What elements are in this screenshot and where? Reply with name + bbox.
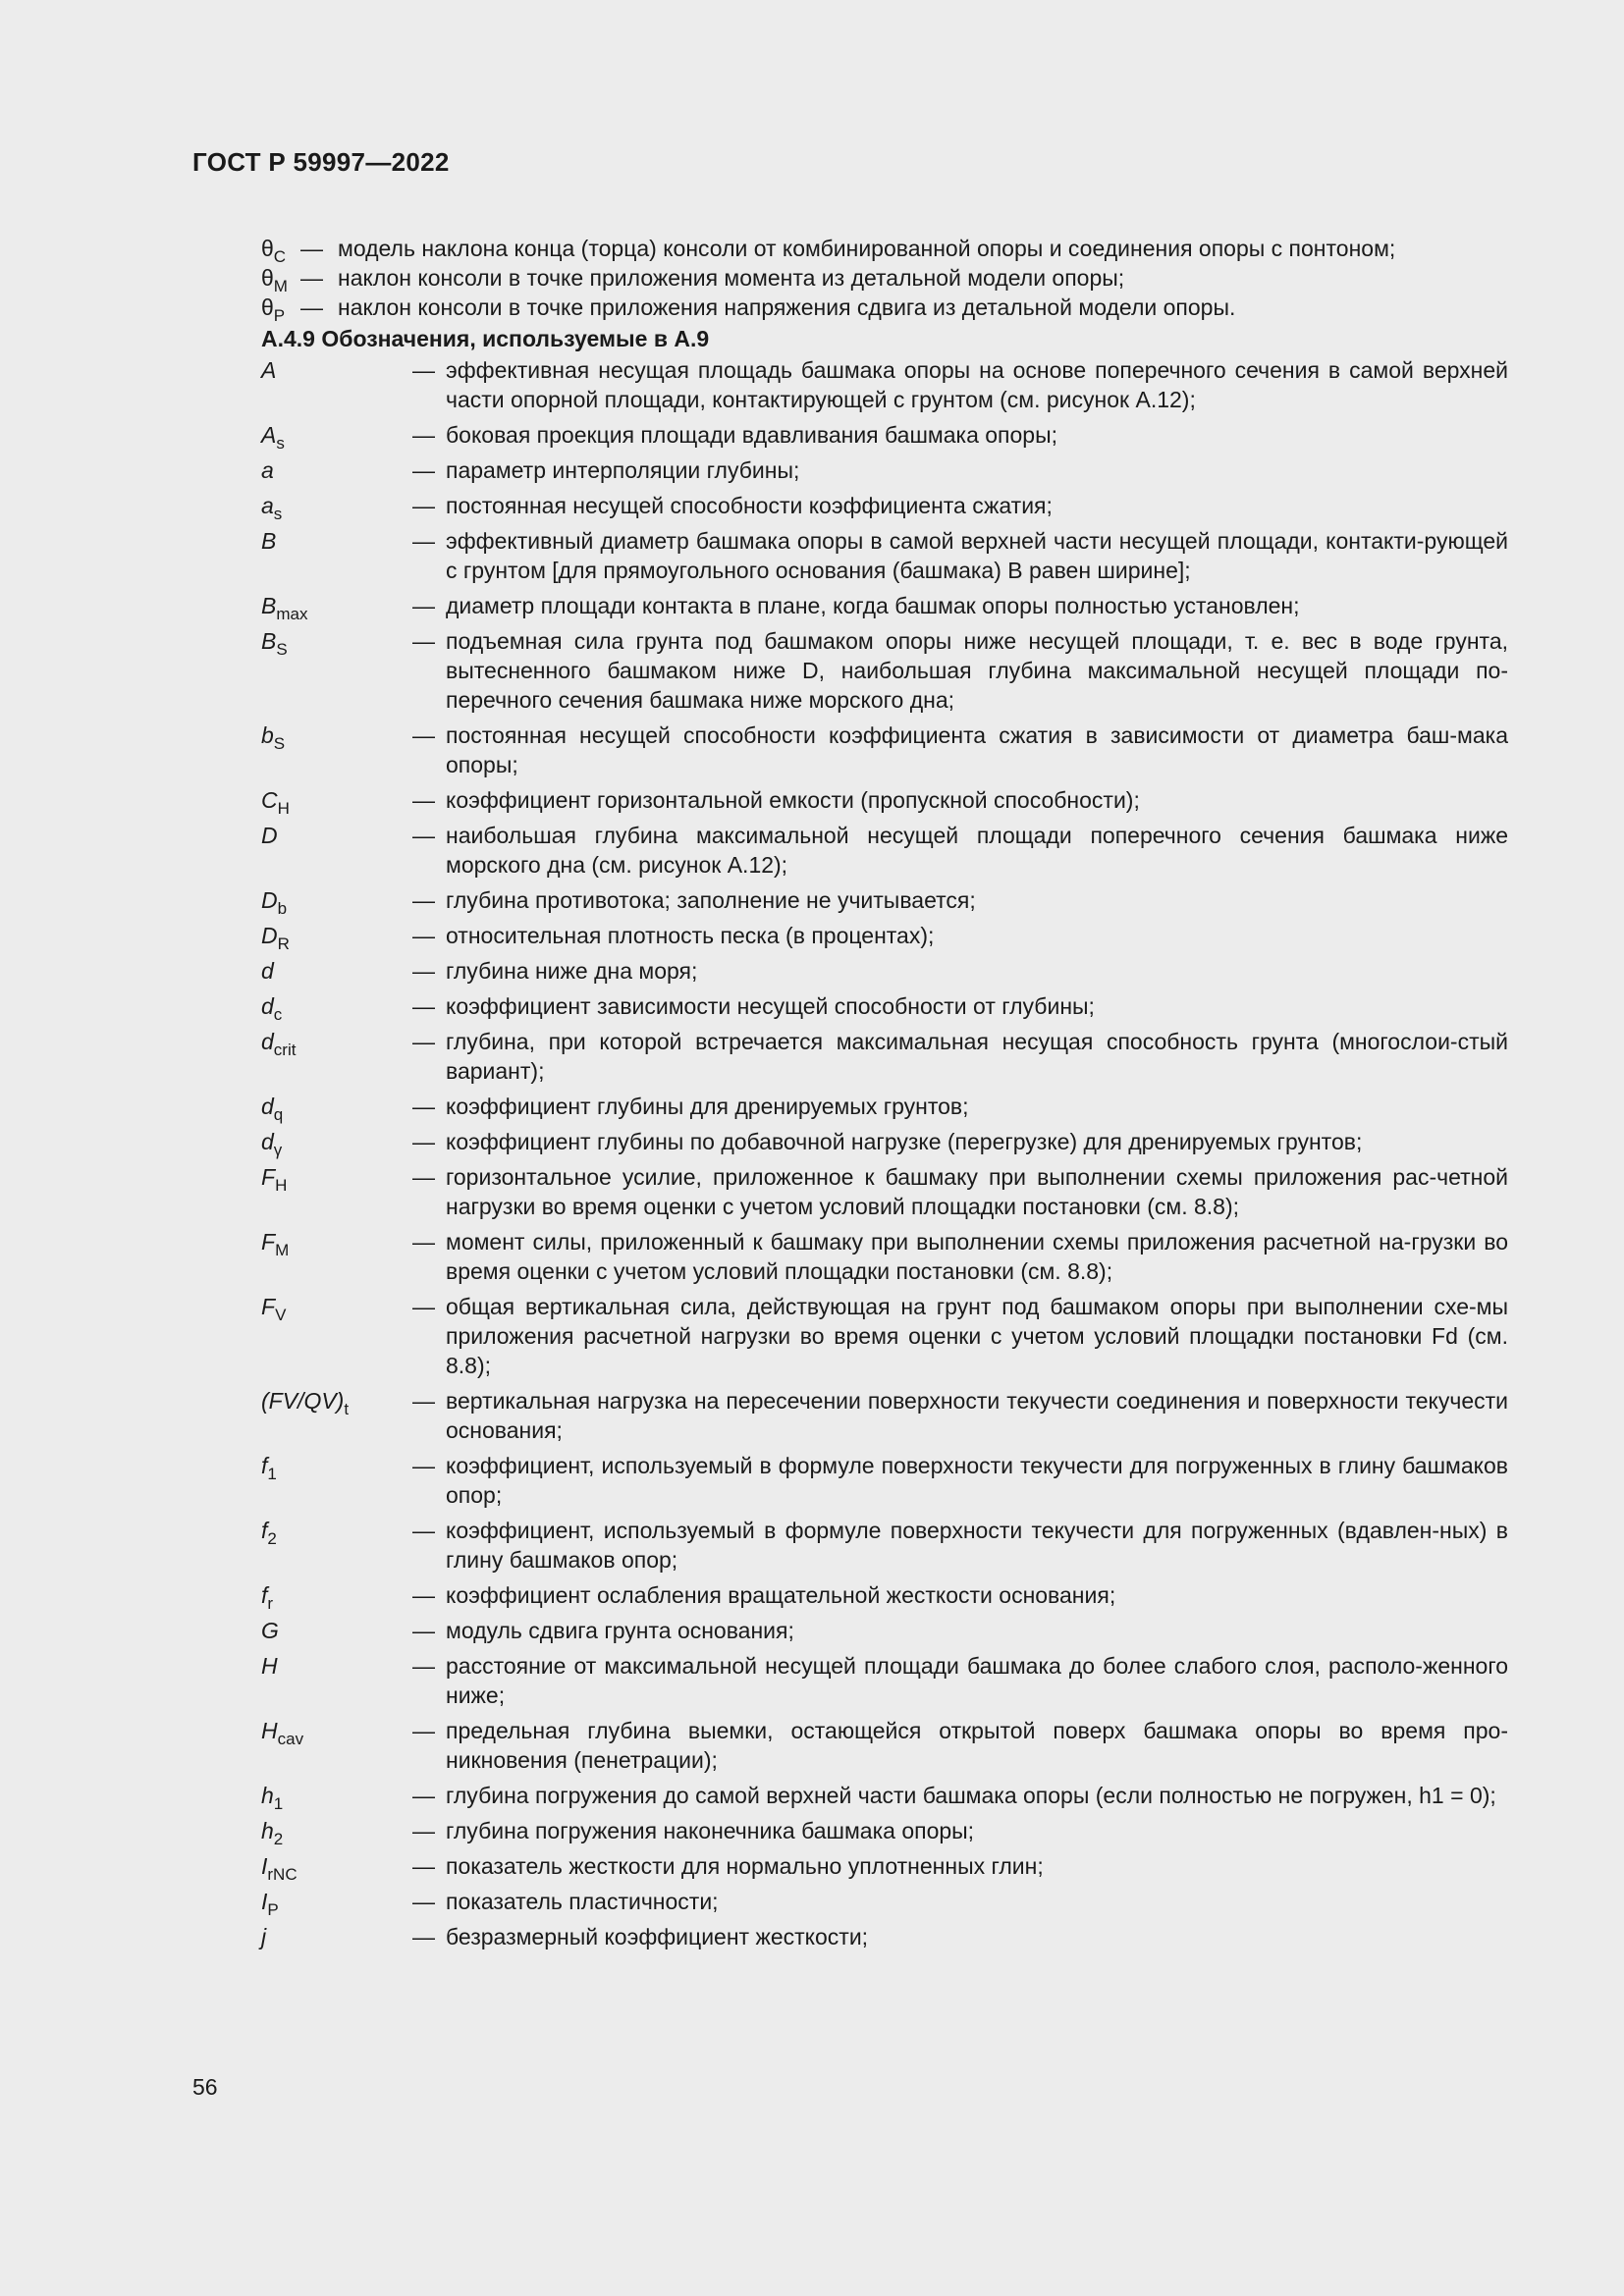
symbol-subscript: rNC (267, 1865, 298, 1884)
em-dash: — (412, 1818, 435, 1843)
em-dash: — (412, 887, 435, 913)
definition: глубина, при которой встречается максимальная несущая способность грунта (многослои-стый вариант); (446, 1029, 1508, 1084)
page-number: 56 (192, 2074, 218, 2100)
em-dash: — (412, 1618, 435, 1643)
symbol-base: d (261, 1029, 274, 1054)
definition: коэффициент зависимости несущей способности от глубины; (446, 993, 1095, 1019)
symbol-base: D (261, 887, 278, 913)
definition: показатель жесткости для нормально уплотненных глин; (446, 1853, 1044, 1879)
entries-row (261, 1451, 1508, 1510)
document-body (192, 234, 1508, 1951)
symbol (261, 626, 412, 659)
entries-row (261, 721, 1508, 779)
symbol-base: d (261, 1094, 274, 1119)
symbol (261, 526, 412, 556)
entries-row (261, 1162, 1508, 1221)
definition: предельная глубина выемки, остающейся открытой поверх башмака опоры во время про-никновения (пенетрации); (446, 1718, 1508, 1773)
entries-row (261, 626, 1508, 715)
symbol (261, 1227, 412, 1259)
entries-row (261, 591, 1508, 623)
symbol-base: F (261, 1294, 276, 1319)
entries-row (261, 1716, 1508, 1775)
definition: момент силы, приложенный к башмаку при выполнении схемы приложения расчетной на-грузки во время оценки с учетом условий площадки постановки (см. 8.8); (446, 1229, 1508, 1284)
symbol-base: f (261, 1453, 268, 1478)
symbol (261, 921, 412, 953)
em-dash: — (412, 1924, 435, 1949)
em-dash: — (412, 1582, 435, 1608)
symbol-base: a (261, 457, 274, 483)
symbol (261, 491, 412, 523)
symbol-subscript: s (276, 434, 285, 453)
symbol-base: d (261, 958, 274, 984)
em-dash: — (412, 1853, 435, 1879)
symbol-subscript: H (275, 1176, 288, 1195)
symbol (261, 355, 412, 385)
symbol-subscript: c (273, 1005, 283, 1024)
em-dash: — (412, 993, 435, 1019)
em-dash: — (412, 628, 435, 654)
entries-row (261, 785, 1508, 818)
definition: коэффициент, используемый в формуле поверхности текучести для погруженных (вдавлен-ных) в глину башмаков опор; (446, 1518, 1508, 1573)
symbol (261, 885, 412, 918)
em-dash: — (412, 923, 435, 948)
symbol-base: b (261, 722, 274, 748)
entries-row (261, 885, 1508, 918)
symbol (261, 293, 300, 325)
entries-row (261, 526, 1508, 585)
definition: коэффициент глубины по добавочной нагрузке (перегрузке) для дренируемых грунтов; (446, 1129, 1363, 1154)
symbol (261, 591, 412, 623)
symbol-base: f (261, 1582, 268, 1608)
entries-row (261, 1816, 1508, 1848)
em-dash: — (412, 722, 435, 748)
symbol-subscript: b (277, 899, 288, 918)
symbol-subscript: S (276, 640, 288, 659)
symbol-base: H (261, 1718, 278, 1743)
section-title: А.4.9 Обозначения, используемые в А.9 (261, 326, 710, 351)
symbol (261, 420, 412, 453)
symbol (261, 1616, 412, 1645)
entries-row (261, 1516, 1508, 1575)
entries-row (261, 1781, 1508, 1813)
symbol-base: B (261, 628, 277, 654)
definition: общая вертикальная сила, действующая на грунт под башмаком опоры при выполнении схе-мы приложения расчетной нагрузки во время оценки с учетом условий площадки постановки Fd (см. 8.8); (446, 1294, 1508, 1378)
entries-row (261, 355, 1508, 414)
definition: постоянная несущей способности коэффициента сжатия в зависимости от диаметра баш-мака опоры; (446, 722, 1508, 777)
symbol-subscript: 1 (273, 1794, 284, 1813)
em-dash: — (412, 1094, 435, 1119)
symbol (261, 956, 412, 986)
entries-row (261, 1851, 1508, 1884)
symbol-subscript: M (275, 1241, 290, 1259)
symbol-base: A (261, 357, 277, 383)
em-dash: — (412, 1889, 435, 1914)
symbol-base: h (261, 1818, 274, 1843)
definition: постоянная несущей способности коэффициента сжатия; (446, 493, 1053, 518)
symbol-subscript: max (276, 605, 308, 623)
symbol (261, 1716, 412, 1748)
entries-row (261, 1027, 1508, 1086)
entries-row (261, 1127, 1508, 1159)
symbol-base: B (261, 528, 277, 554)
symbol-base: G (261, 1618, 279, 1643)
em-dash: — (412, 1718, 435, 1743)
symbol-subscript: V (275, 1306, 287, 1324)
definition: коэффициент горизонтальной емкости (пропускной способности); (446, 787, 1140, 813)
em-dash: — (412, 422, 435, 448)
em-dash: — (412, 1129, 435, 1154)
symbol-base: A (261, 422, 277, 448)
symbol-base: C (261, 787, 278, 813)
symbol-base: d (261, 993, 274, 1019)
symbol-base: θ (261, 265, 274, 291)
em-dash: — (412, 958, 435, 984)
symbol-base: d (261, 1129, 274, 1154)
theta_items-row (261, 293, 1508, 325)
em-dash: — (412, 593, 435, 618)
symbol-subscript: M (273, 277, 288, 295)
symbol (261, 785, 412, 818)
symbol (261, 821, 412, 850)
em-dash: — (412, 457, 435, 483)
symbol-base: f (261, 1518, 268, 1543)
symbol-subscript: S (273, 734, 286, 753)
symbol-base: F (261, 1164, 276, 1190)
em-dash: — (300, 236, 323, 261)
symbol-subscript: cav (277, 1730, 304, 1748)
definition: эффективная несущая площадь башмака опоры на основе поперечного сечения в самой верхней части опорной площади, контактирующей с грунтом (см. рисунок А.12); (446, 357, 1508, 412)
em-dash: — (412, 1783, 435, 1808)
symbol-base: (FV/QV) (261, 1388, 345, 1414)
theta_items-row (261, 263, 1508, 293)
symbol (261, 1781, 412, 1813)
entries-row (261, 1386, 1508, 1445)
symbol-base: I (261, 1889, 268, 1914)
entries-row (261, 821, 1508, 880)
symbol-base: B (261, 593, 277, 618)
symbol (261, 1162, 412, 1195)
symbol-base: θ (261, 294, 274, 320)
entries-row (261, 455, 1508, 485)
theta-symbol-list (261, 234, 1508, 325)
definition: наклон консоли в точке приложения напряжения сдвига из детальной модели опоры. (338, 294, 1236, 320)
definition: безразмерный коэффициент жесткости; (446, 1924, 869, 1949)
symbol-subscript: s (273, 505, 283, 523)
symbol-subscript: P (273, 306, 286, 325)
symbol-subscript: 1 (267, 1465, 277, 1483)
definition: расстояние от максимальной несущей площади башмака до более слабого слоя, располо-женного ниже; (446, 1653, 1508, 1708)
symbol-base: F (261, 1229, 276, 1255)
symbol-base: h (261, 1783, 274, 1808)
em-dash: — (300, 294, 323, 320)
em-dash: — (412, 1453, 435, 1478)
symbol (261, 1580, 412, 1613)
symbol-subscript: C (273, 247, 287, 266)
definition: коэффициент, используемый в формуле поверхности текучести для погруженных в глину башмаков опор; (446, 1453, 1508, 1508)
symbol-base: θ (261, 236, 274, 261)
symbol-subscript: H (277, 799, 290, 818)
em-dash: — (412, 493, 435, 518)
entries-row (261, 921, 1508, 953)
symbol-subscript: γ (273, 1141, 283, 1159)
entries-row (261, 1887, 1508, 1919)
entries-row (261, 1616, 1508, 1645)
em-dash: — (412, 1388, 435, 1414)
em-dash: — (412, 1164, 435, 1190)
symbol (261, 455, 412, 485)
symbol (261, 1651, 412, 1681)
definition: параметр интерполяции глубины; (446, 457, 800, 483)
entries-row (261, 1922, 1508, 1951)
em-dash: — (412, 528, 435, 554)
definition: показатель пластичности; (446, 1889, 719, 1914)
entries-row (261, 991, 1508, 1024)
symbol (261, 1816, 412, 1848)
symbol (261, 1127, 412, 1159)
symbol (261, 1451, 412, 1483)
symbol (261, 1027, 412, 1059)
symbol (261, 1922, 412, 1951)
symbol (261, 991, 412, 1024)
entries-row (261, 956, 1508, 986)
symbol-base: a (261, 493, 274, 518)
definition: относительная плотность песка (в процентах); (446, 923, 935, 948)
symbol (261, 1092, 412, 1124)
symbol-base: H (261, 1653, 278, 1679)
entries-row (261, 420, 1508, 453)
symbol (261, 1516, 412, 1548)
em-dash: — (412, 1229, 435, 1255)
entries-row (261, 1580, 1508, 1613)
entries-row (261, 491, 1508, 523)
document-header: ГОСТ Р 59997—2022 (192, 147, 450, 177)
definition: коэффициент глубины для дренируемых грунтов; (446, 1094, 969, 1119)
symbol-base: I (261, 1853, 268, 1879)
symbol-subscript: R (277, 934, 290, 953)
definition: наклон консоли в точке приложения момента из детальной модели опоры; (338, 265, 1125, 291)
definition: модель наклона конца (торца) консоли от комбинированной опоры и соединения опоры с понтоном; (338, 236, 1396, 261)
symbol-subscript: P (267, 1900, 279, 1919)
em-dash: — (300, 265, 323, 291)
definition: глубина погружения до самой верхней части башмака опоры (если полностью не погружен, h1 = 0); (446, 1783, 1496, 1808)
symbol-subscript: q (273, 1105, 284, 1124)
symbol-subscript: 2 (267, 1529, 277, 1548)
em-dash: — (412, 823, 435, 848)
symbol (261, 721, 412, 753)
symbol-subscript: r (267, 1594, 274, 1613)
em-dash: — (412, 1029, 435, 1054)
symbol-subscript: 2 (273, 1830, 284, 1848)
symbol (261, 1386, 412, 1418)
symbol (261, 1887, 412, 1919)
em-dash: — (412, 1294, 435, 1319)
definition: наибольшая глубина максимальной несущей площади поперечного сечения башмака ниже морского дна (см. рисунок А.12); (446, 823, 1508, 878)
theta_items-row (261, 234, 1508, 266)
definition: подъемная сила грунта под башмаком опоры ниже несущей площади, т. е. вес в воде грунта, вытесненного башмаком ниже D, наибольшая глубина максимальной несущей площади по-перечного сечения башмака ниже морского дна; (446, 628, 1508, 713)
entries-row (261, 1651, 1508, 1710)
entries-row (261, 1092, 1508, 1124)
definition: глубина погружения наконечника башмака опоры; (446, 1818, 975, 1843)
entries-row (261, 1227, 1508, 1286)
definition: глубина противотока; заполнение не учитывается; (446, 887, 976, 913)
em-dash: — (412, 1518, 435, 1543)
definition: диаметр площади контакта в плане, когда башмак опоры полностью установлен; (446, 593, 1300, 618)
symbol-subscript: crit (273, 1041, 297, 1059)
em-dash: — (412, 1653, 435, 1679)
definition: модуль сдвига грунта основания; (446, 1618, 794, 1643)
definition: горизонтальное усилие, приложенное к башмаку при выполнении схемы приложения рас-четной нагрузки во время оценки с учетом условий площадки постановки (см. 8.8); (446, 1164, 1508, 1219)
definition: коэффициент ослабления вращательной жесткости основания; (446, 1582, 1116, 1608)
definition: эффективный диаметр башмака опоры в самой верхней части несущей площади, контакти-рующей с грунтом [для прямоугольного основания (башмака) B равен ширине]; (446, 528, 1508, 583)
symbol (261, 1292, 412, 1324)
definition: глубина ниже дна моря; (446, 958, 698, 984)
symbol (261, 1851, 412, 1884)
notation-list (192, 355, 1508, 1951)
symbol (261, 263, 300, 293)
symbol-subscript: t (344, 1400, 350, 1418)
entries-row (261, 1292, 1508, 1380)
symbol-base: j (261, 1924, 267, 1949)
em-dash: — (412, 787, 435, 813)
em-dash: — (412, 357, 435, 383)
symbol (261, 234, 300, 266)
symbol-base: D (261, 823, 278, 848)
definition: боковая проекция площади вдавливания башмака опоры; (446, 422, 1057, 448)
symbol-base: D (261, 923, 278, 948)
definition: вертикальная нагрузка на пересечении поверхности текучести соединения и поверхности текучести основания; (446, 1388, 1508, 1443)
